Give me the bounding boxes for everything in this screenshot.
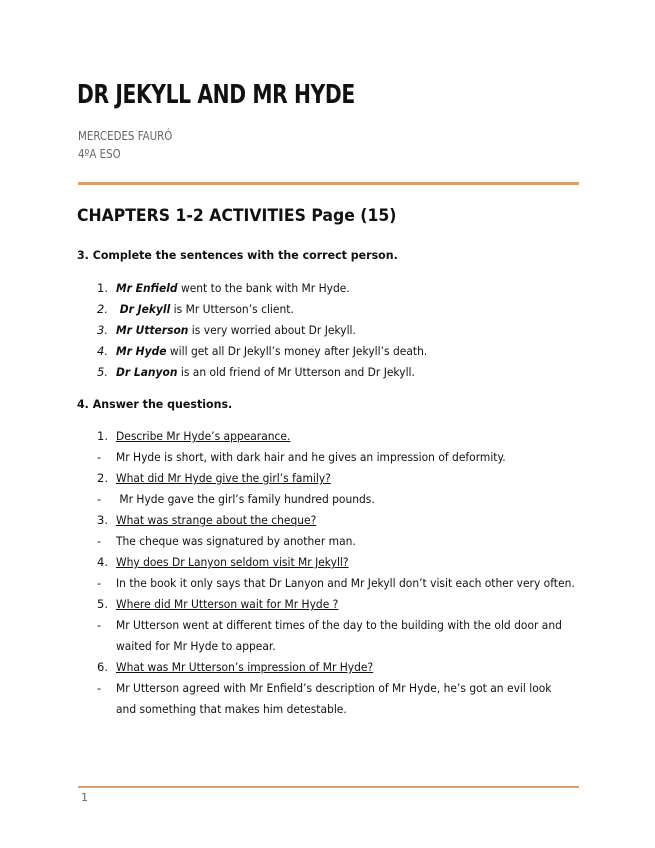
person-name: Dr Jekyll — [116, 302, 171, 316]
question-text: Where did Mr Utterson wait for Mr Hyde ? — [116, 597, 339, 611]
document-title: DR JEKYLL AND MR HYDE — [77, 80, 355, 110]
person-name: Mr Utterson — [116, 323, 189, 337]
exercise-4-heading: 4. Answer the questions. — [77, 397, 233, 411]
question-number: 6. — [97, 660, 108, 674]
item-number: 2. — [97, 302, 108, 316]
answer-dash: - — [97, 618, 102, 632]
question-text: What did Mr Hyde give the girl’s family? — [116, 471, 331, 485]
item-text — [116, 302, 294, 316]
answer-dash: - — [97, 534, 102, 548]
sentence-rest: is very worried about Dr Jekyll. — [188, 323, 356, 337]
answer-text-continued: waited for Mr Hyde to appear. — [116, 639, 276, 653]
answer-text: Mr Utterson agreed with Mr Enfield’s description of Mr Hyde, he’s got an evil look — [116, 681, 552, 695]
item-number: 4. — [97, 344, 108, 358]
person-name: Dr Lanyon — [116, 365, 178, 379]
question-text: What was strange about the cheque? — [116, 513, 317, 527]
question-number: 3. — [97, 513, 108, 527]
page-number: 1 — [81, 791, 88, 804]
section-heading: CHAPTERS 1-2 ACTIVITIES Page (15) — [77, 206, 397, 225]
person-name: Mr Enfield — [116, 281, 178, 295]
answer-dash: - — [97, 450, 102, 464]
answer-text-continued: and something that makes him detestable. — [116, 702, 347, 716]
item-number: 5. — [97, 365, 108, 379]
exercise-3-heading: 3. Complete the sentences with the correct person. — [77, 248, 398, 262]
item-text — [116, 323, 356, 337]
item-text — [116, 365, 415, 379]
question-number: 4. — [97, 555, 108, 569]
class-label: 4ºA ESO — [78, 146, 121, 161]
item-number: 1. — [97, 281, 108, 295]
item-text — [116, 281, 350, 295]
answer-text: The cheque was signatured by another man. — [116, 534, 356, 548]
answer-dash: - — [97, 681, 102, 695]
sentence-rest: will get all Dr Jekyll’s money after Jekyll’s death. — [166, 344, 428, 358]
sentence-rest: is an old friend of Mr Utterson and Dr Jekyll. — [177, 365, 415, 379]
answer-text: Mr Utterson went at different times of the day to the building with the old door and — [116, 618, 562, 632]
question-text: What was Mr Utterson’s impression of Mr Hyde? — [116, 660, 374, 674]
question-number: 5. — [97, 597, 108, 611]
item-text — [116, 344, 427, 358]
item-number: 3. — [97, 323, 108, 337]
header-divider — [78, 182, 579, 185]
answer-dash: - — [97, 492, 102, 506]
answer-text: Mr Hyde gave the girl’s family hundred pounds. — [116, 492, 375, 506]
answer-text: Mr Hyde is short, with dark hair and he gives an impression of deformity. — [116, 450, 506, 464]
answer-dash: - — [97, 576, 102, 590]
footer-divider — [78, 786, 579, 788]
question-text: Describe Mr Hyde’s appearance. — [116, 429, 291, 443]
question-number: 2. — [97, 471, 108, 485]
sentence-rest: is Mr Utterson’s client. — [170, 302, 294, 316]
sentence-rest: went to the bank with Mr Hyde. — [177, 281, 350, 295]
author-name: MERCEDES FAURÓ — [78, 128, 173, 143]
person-name: Mr Hyde — [116, 344, 167, 358]
answer-text: In the book it only says that Dr Lanyon and Mr Jekyll don’t visit each other very often. — [116, 576, 575, 590]
question-text: Why does Dr Lanyon seldom visit Mr Jekyll? — [116, 555, 349, 569]
question-number: 1. — [97, 429, 108, 443]
